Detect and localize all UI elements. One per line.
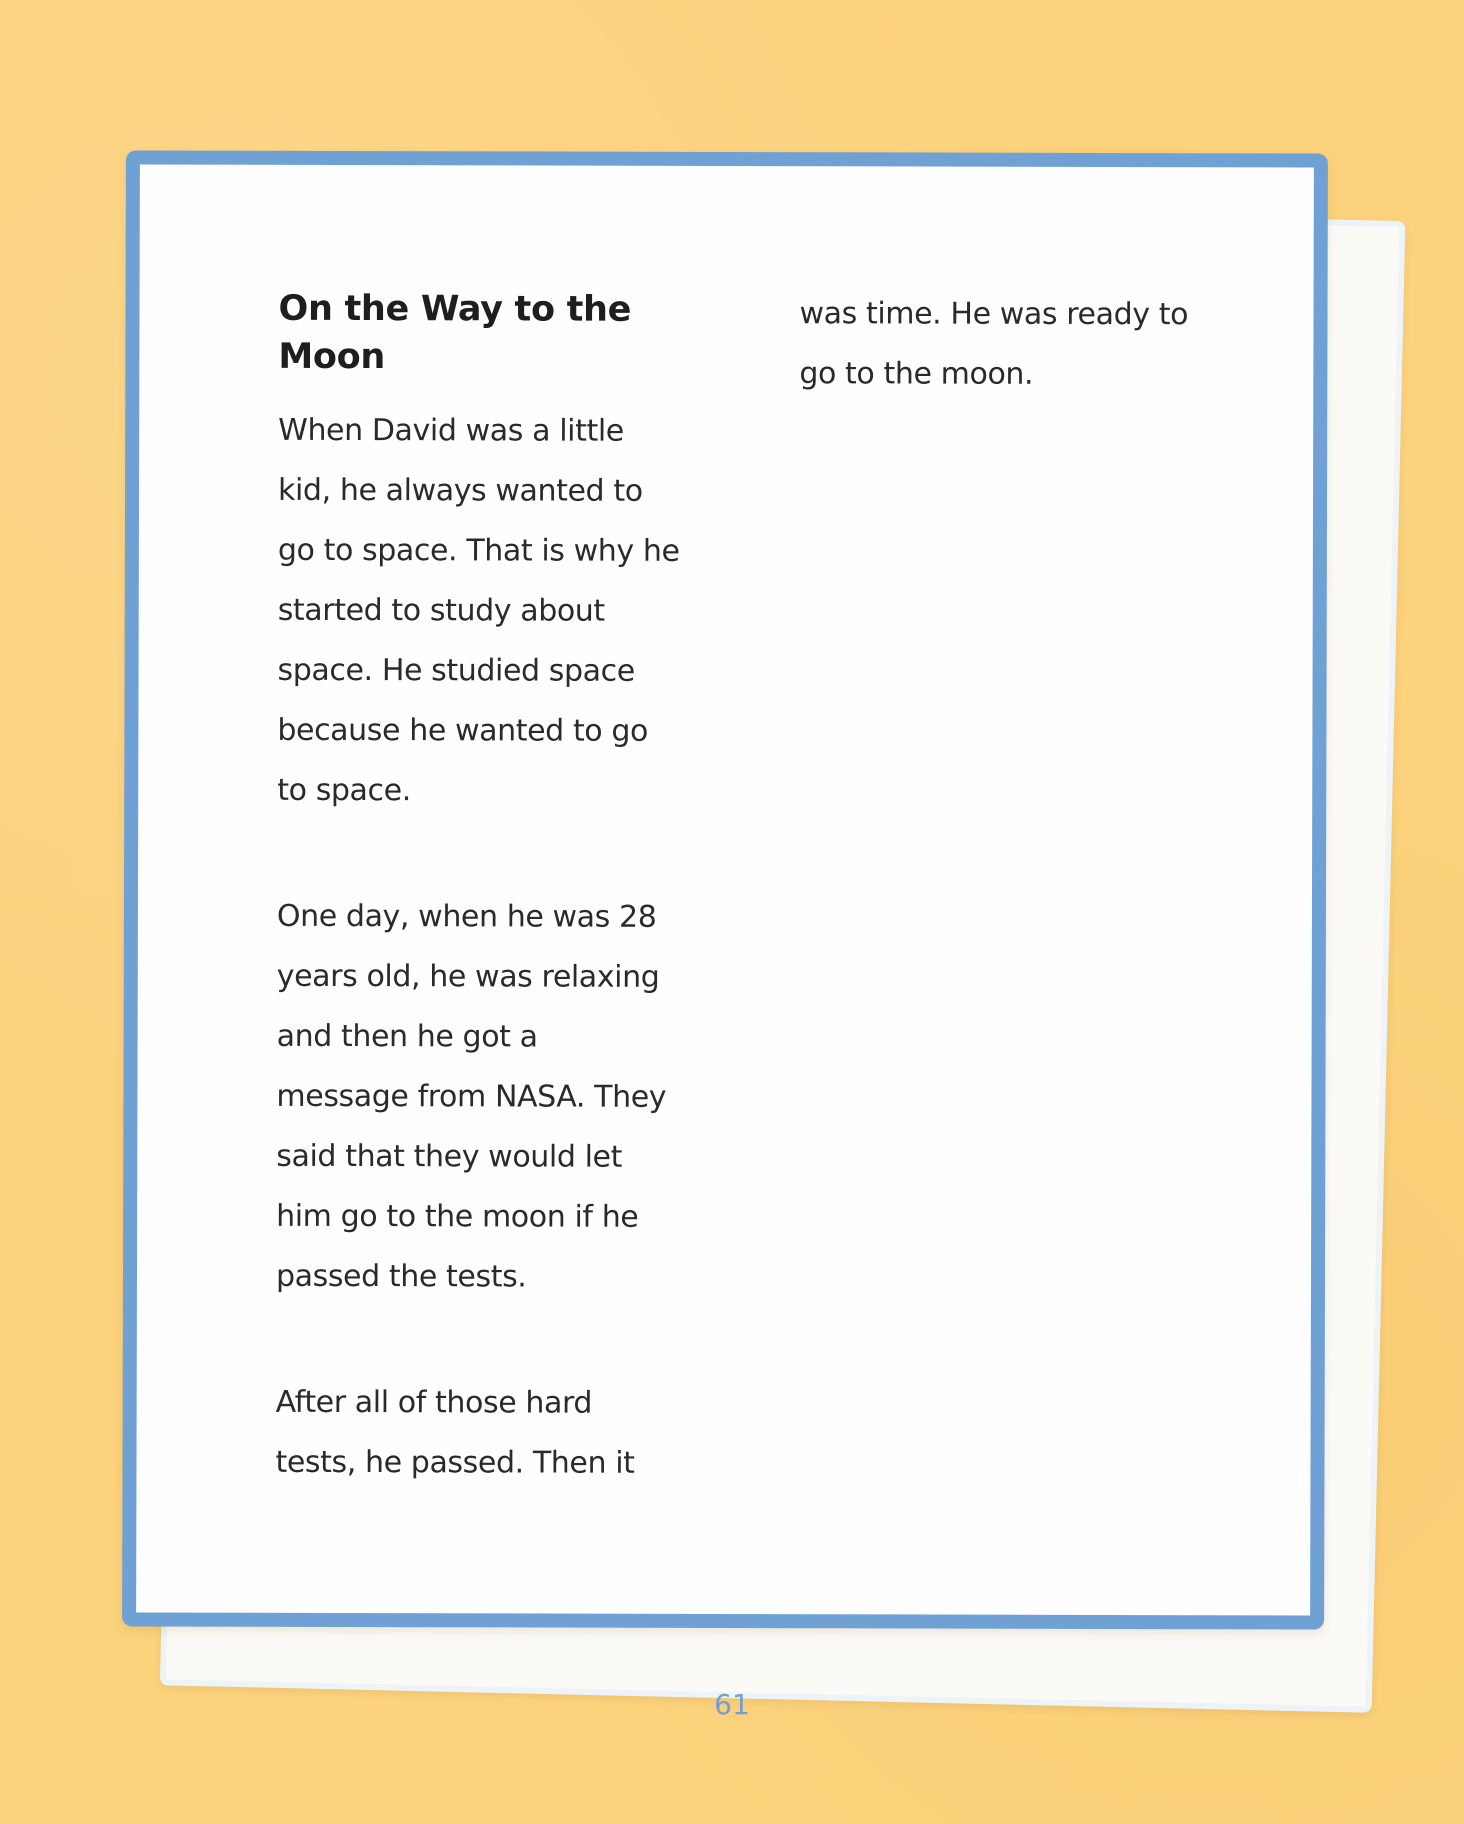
- text-line: After all of those hard: [275, 1384, 593, 1421]
- text-line: go to space. That is why he: [277, 532, 680, 569]
- text-line: said that they would let: [276, 1138, 623, 1175]
- title-line: On the Way to the: [278, 288, 632, 330]
- text-line: go to the moon.: [799, 356, 1034, 392]
- text-line: started to study about: [277, 592, 605, 629]
- left-column: [275, 285, 698, 1494]
- story-card: [122, 150, 1328, 1629]
- text-line: tests, he passed. Then it: [275, 1444, 635, 1481]
- story-paragraph: [275, 1373, 695, 1494]
- text-line: because he wanted to go: [277, 712, 649, 749]
- text-line: One day, when he was 28: [276, 898, 657, 935]
- right-column: [799, 284, 1219, 405]
- text-line: and then he got a: [276, 1018, 538, 1055]
- page-number: 61: [714, 1688, 750, 1721]
- text-line: space. He studied space: [277, 652, 635, 689]
- text-line: to space.: [277, 772, 411, 809]
- text-line: kid, he always wanted to: [277, 472, 643, 509]
- story-title: [278, 285, 698, 382]
- story-paragraph: [277, 401, 698, 822]
- story-paragraph: [276, 887, 697, 1308]
- text-line: was time. He was ready to: [799, 296, 1189, 333]
- text-line: message from NASA. They: [276, 1078, 667, 1115]
- text-line: years old, he was relaxing: [276, 958, 660, 995]
- text-line: passed the tests.: [275, 1258, 527, 1295]
- story-continuation: [799, 284, 1219, 405]
- title-line: Moon: [278, 336, 386, 378]
- text-line: When David was a little: [278, 412, 624, 449]
- text-line: him go to the moon if he: [276, 1198, 639, 1235]
